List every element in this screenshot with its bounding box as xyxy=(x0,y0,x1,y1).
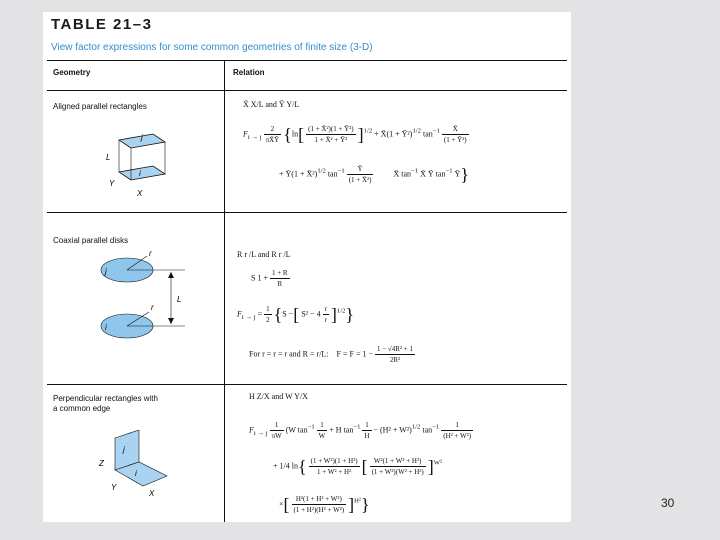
S-definition: S 1 + $\frac{1 + R}{R}$ xyxy=(251,269,288,288)
column-divider xyxy=(224,60,225,522)
rule-row2 xyxy=(47,384,567,385)
view-factor-formula: $F_{i \to j}$ = $\frac{1}{2}$ {S −[ S² − 4 $\frac{r}{r}$ ]$^{1/2}$} xyxy=(237,304,355,325)
view-factor-formula: $F_{i \to j}$ $\frac{2}{\pi X̄Ȳ}$ {ln[ $\frac{\text{(1 + X̄²)(1 + Ȳ²)}}{\text{1 + X̄² + Ȳ²}}$ ]$^{1/2}$ + X̄(1 + Ȳ²)$^{1/2}$ $\tan^{-1}$ $\frac{X̄}{\text{(1 + Ȳ²)}}$ xyxy=(243,124,467,145)
rule-top xyxy=(47,60,567,61)
equal-radii-case: For r = r = r and R = r/L: F = F = 1 − $\frac{\text{1 − √4R² + 1}}{\text{2R²}}$ xyxy=(249,345,413,364)
label-i: i xyxy=(135,469,137,478)
relation-definitions: H Z/X and W Y/X xyxy=(249,392,308,401)
label-rj: r xyxy=(149,249,152,258)
perpendicular-rectangles-figure xyxy=(93,430,193,510)
label-L: L xyxy=(106,153,111,162)
coefficient: $\frac{2}{\pi X̄Ȳ}$ xyxy=(265,125,280,144)
view-factor-formula: $F_{i \to j}$ $\frac{1}{\pi W}$ (W $\tan^{-1}$ $\frac{1}{W}$ + H $\tan^{-1}$ $\frac{1}{H}$ − $(H^2 + W^2)^{1/2}$ $\tan^{-1}$ $\frac{1}{\text{(H² + W²)}}$ xyxy=(249,421,472,440)
table-header xyxy=(43,12,571,42)
formula-sub: i → j xyxy=(247,133,262,141)
formula-lhs: F xyxy=(243,129,248,139)
log-term: $\frac{\text{(1 + X̄²)(1 + Ȳ²)}}{\text{1 + X̄² + Ȳ²}}$ xyxy=(308,125,354,144)
label-Y: Y xyxy=(111,483,117,492)
label-i: i xyxy=(139,169,141,178)
rule-row1 xyxy=(47,212,567,213)
label-Z: Z xyxy=(99,459,104,468)
label-ri: r xyxy=(151,303,154,312)
label-X: X xyxy=(149,489,155,498)
view-factor-formula-line2: + Ȳ(1 + X̄²)$^{1/2}$ $\tan^{-1}$ $\frac{Ȳ}{\text{(1 + X̄²)}}$ X̄ $\tan^{-1}$ X̄ Ȳ $\tan^{-1}$ Ȳ} xyxy=(279,164,469,185)
coaxial-disks-figure xyxy=(93,248,213,348)
table-title: TABLE 21–3 xyxy=(51,16,153,33)
view-factor-formula-line2: + 1/4 ln{ $\frac{\text{(1 + W²)(1 + H²)}}{\text{1 + W² + H²}}$ [ $\frac{\text{W²(1 + W² + H²)}}{\text{(1 + W²)(W² + H²)}}$ ]$^{W^2}$ xyxy=(273,456,443,477)
geometry-label: Aligned parallel rectangles xyxy=(53,102,147,111)
label-Y: Y xyxy=(109,179,115,188)
label-j: j xyxy=(141,133,143,142)
label-j: j xyxy=(105,267,107,276)
aligned-rectangles-figure xyxy=(103,120,183,200)
table-caption: View factor expressions for some common geometries of finite size (3-D) xyxy=(51,42,373,53)
col-header-relation: Relation xyxy=(233,68,265,77)
rule-header-bottom xyxy=(47,90,567,91)
view-factor-formula-line3: ×[ $\frac{\text{H²(1 + H² + W²)}}{\text{(1 + H²)(H² + W²)}}$ ]$^{H^2}$} xyxy=(279,494,370,515)
table-sheet xyxy=(43,12,571,522)
geometry-label: Perpendicular rectangles with a common edge xyxy=(53,394,158,413)
col-header-geometry: Geometry xyxy=(53,68,91,77)
relation-definitions: X̄ X/L and Ȳ Y/L xyxy=(243,100,300,109)
label-X: X xyxy=(137,189,143,198)
slide-page-number: 30 xyxy=(661,496,675,510)
label-L: L xyxy=(177,295,182,304)
label-i: i xyxy=(105,323,107,332)
label-j: j xyxy=(123,445,125,454)
geometry-label: Coaxial parallel disks xyxy=(53,236,129,245)
relation-definitions: R r /L and R r /L xyxy=(237,250,291,259)
